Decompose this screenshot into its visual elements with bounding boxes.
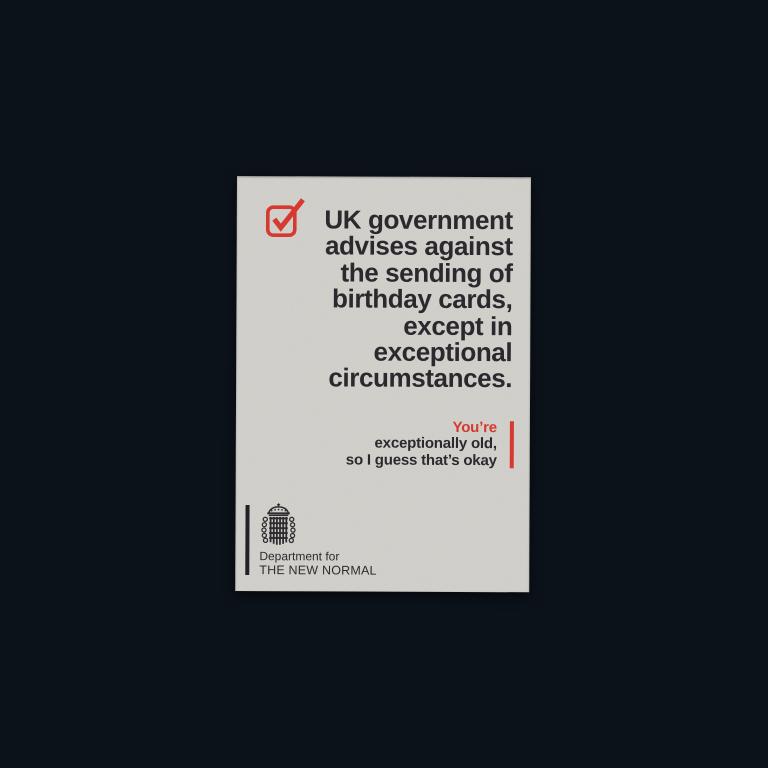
department-logo	[235, 502, 435, 583]
message-accent-bar	[510, 421, 514, 468]
headline-line: birthday cards,	[331, 283, 513, 315]
headline	[324, 206, 513, 392]
department-for-label: Department for	[259, 549, 340, 564]
headline-line: UK government	[324, 204, 513, 236]
headline-line: circumstances.	[328, 362, 513, 394]
personal-message	[346, 419, 497, 469]
the-new-normal-label: THE NEW NORMAL	[259, 563, 377, 578]
headline-line: except in	[403, 310, 513, 341]
message-line: exceptionally old,	[374, 435, 497, 453]
greeting-card	[235, 176, 531, 592]
message-line: so I guess that’s okay	[345, 451, 497, 469]
department-wordmark	[259, 549, 377, 579]
headline-line: advises against	[324, 230, 513, 262]
headline-line: the sending of	[340, 257, 513, 289]
portcullis-crest-icon	[259, 502, 297, 549]
checked-checkbox-icon	[265, 196, 307, 240]
message-line-red: You’re	[452, 418, 497, 437]
logo-vertical-bar	[245, 505, 249, 575]
headline-line: exceptional	[373, 336, 513, 368]
